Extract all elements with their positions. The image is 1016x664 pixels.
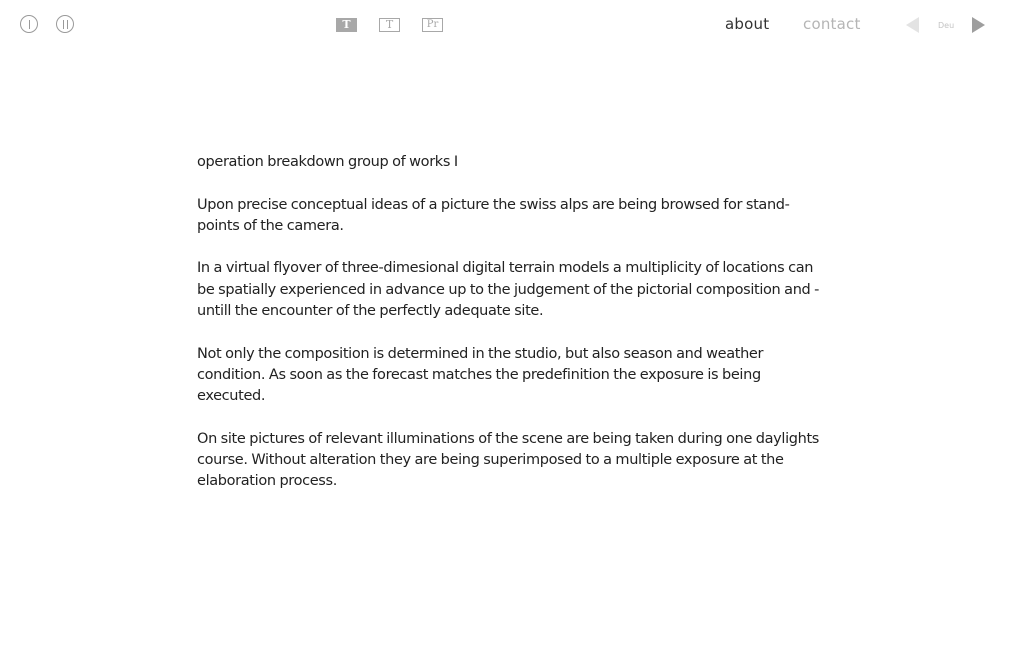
roman-two-icon-left: [63, 20, 64, 29]
text-mode-filled-button[interactable]: T: [336, 18, 357, 32]
press-mode-button[interactable]: Pr: [422, 18, 443, 32]
work-group-i-button[interactable]: [20, 15, 38, 33]
text-mode-outline-button[interactable]: T: [379, 18, 400, 32]
paragraph: In a virtual flyover of three-dimesional digital terrain models a multiplicity of locations can be spatially experienced in advance up to the judgement of the pictorial composition and - untill the encounter of the perfectly adequate site.: [197, 260, 820, 320]
previous-arrow-icon[interactable]: [906, 17, 919, 33]
main-text: [197, 152, 827, 514]
roman-two-icon-right: [67, 20, 68, 29]
work-group-ii-button[interactable]: [56, 15, 74, 33]
next-arrow-icon[interactable]: [972, 17, 985, 33]
page-title: operation breakdown group of works I: [197, 154, 458, 170]
paragraph: Upon precise conceptual ideas of a picture the swiss alps are being browsed for stand-points of the camera.: [197, 196, 790, 234]
paragraph: On site pictures of relevant illuminations of the scene are being taken during one daylights course. Without alteration they are being superimposed to a multiple exposure at the elaboration process.: [197, 430, 819, 490]
nav-contact-link[interactable]: contact: [803, 15, 861, 33]
roman-one-icon: [29, 20, 30, 29]
nav-about-link[interactable]: about: [725, 15, 770, 33]
language-label[interactable]: Deu: [938, 21, 955, 30]
paragraph: Not only the composition is determined in the studio, but also season and weather condition. As soon as the forecast matches the predefinition the exposure is being executed.: [197, 345, 764, 405]
